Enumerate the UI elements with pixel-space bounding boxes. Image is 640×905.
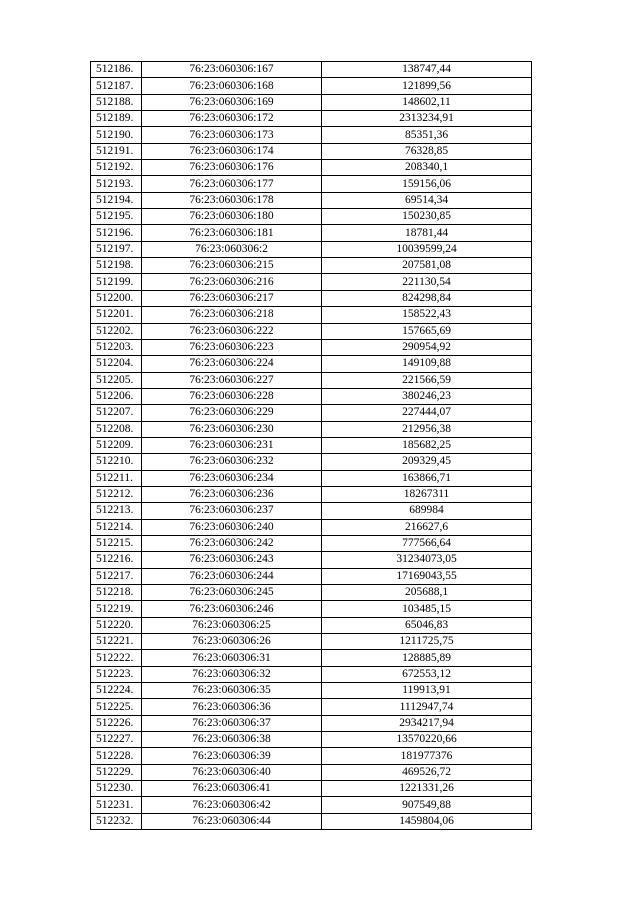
table-row — [91, 781, 532, 797]
cadastral-number-cell: 76:23:060306:176 — [142, 160, 322, 176]
table-row — [91, 143, 532, 159]
row-number-cell: 512231. — [91, 797, 142, 813]
cadastral-number-cell: 76:23:060306:35 — [142, 683, 322, 699]
cadastral-value-cell: 159156,06 — [322, 176, 532, 192]
row-number-cell: 512188. — [91, 94, 142, 110]
cadastral-value-table — [90, 61, 532, 830]
row-number-cell: 512186. — [91, 62, 142, 78]
table-body — [91, 62, 532, 830]
table-row — [91, 813, 532, 829]
row-number-cell: 512204. — [91, 356, 142, 372]
table-row — [91, 699, 532, 715]
table-row — [91, 585, 532, 601]
cadastral-number-cell: 76:23:060306:232 — [142, 454, 322, 470]
row-number-cell: 512211. — [91, 470, 142, 486]
cadastral-number-cell: 76:23:060306:236 — [142, 486, 322, 502]
cadastral-value-cell: 10039599,24 — [322, 241, 532, 257]
cadastral-value-cell: 2934217,94 — [322, 715, 532, 731]
table-row — [91, 160, 532, 176]
cadastral-number-cell: 76:23:060306:218 — [142, 307, 322, 323]
row-number-cell: 512215. — [91, 535, 142, 551]
table-row — [91, 519, 532, 535]
cadastral-number-cell: 76:23:060306:242 — [142, 535, 322, 551]
cadastral-number-cell: 76:23:060306:178 — [142, 192, 322, 208]
row-number-cell: 512226. — [91, 715, 142, 731]
cadastral-number-cell: 76:23:060306:244 — [142, 568, 322, 584]
table-row — [91, 683, 532, 699]
cadastral-number-cell: 76:23:060306:172 — [142, 111, 322, 127]
table-row — [91, 290, 532, 306]
cadastral-number-cell: 76:23:060306:37 — [142, 715, 322, 731]
row-number-cell: 512191. — [91, 143, 142, 159]
cadastral-number-cell: 76:23:060306:173 — [142, 127, 322, 143]
table-row — [91, 454, 532, 470]
cadastral-number-cell: 76:23:060306:217 — [142, 290, 322, 306]
cadastral-number-cell: 76:23:060306:168 — [142, 78, 322, 94]
table-row — [91, 111, 532, 127]
row-number-cell: 512205. — [91, 372, 142, 388]
cadastral-number-cell: 76:23:060306:222 — [142, 323, 322, 339]
table-row — [91, 258, 532, 274]
cadastral-value-cell: 221566,59 — [322, 372, 532, 388]
cadastral-number-cell: 76:23:060306:216 — [142, 274, 322, 290]
row-number-cell: 512229. — [91, 764, 142, 780]
cadastral-number-cell: 76:23:060306:228 — [142, 388, 322, 404]
row-number-cell: 512198. — [91, 258, 142, 274]
cadastral-value-cell: 150230,85 — [322, 209, 532, 225]
table-row — [91, 797, 532, 813]
table-row — [91, 601, 532, 617]
table-row — [91, 405, 532, 421]
cadastral-value-cell: 128885,89 — [322, 650, 532, 666]
cadastral-value-cell: 290954,92 — [322, 339, 532, 355]
cadastral-value-cell: 103485,15 — [322, 601, 532, 617]
cadastral-value-cell: 185682,25 — [322, 437, 532, 453]
row-number-cell: 512206. — [91, 388, 142, 404]
cadastral-value-cell: 158522,43 — [322, 307, 532, 323]
row-number-cell: 512190. — [91, 127, 142, 143]
cadastral-number-cell: 76:23:060306:32 — [142, 666, 322, 682]
table-row — [91, 732, 532, 748]
cadastral-value-cell: 163866,71 — [322, 470, 532, 486]
table-row — [91, 437, 532, 453]
table-row — [91, 225, 532, 241]
cadastral-value-cell: 149109,88 — [322, 356, 532, 372]
table-row — [91, 568, 532, 584]
table-row — [91, 339, 532, 355]
table-row — [91, 94, 532, 110]
cadastral-value-cell: 216627,6 — [322, 519, 532, 535]
row-number-cell: 512223. — [91, 666, 142, 682]
row-number-cell: 512219. — [91, 601, 142, 617]
row-number-cell: 512222. — [91, 650, 142, 666]
row-number-cell: 512197. — [91, 241, 142, 257]
row-number-cell: 512220. — [91, 617, 142, 633]
table-row — [91, 274, 532, 290]
table-row — [91, 715, 532, 731]
row-number-cell: 512227. — [91, 732, 142, 748]
table-row — [91, 486, 532, 502]
cadastral-number-cell: 76:23:060306:246 — [142, 601, 322, 617]
cadastral-number-cell: 76:23:060306:36 — [142, 699, 322, 715]
cadastral-number-cell: 76:23:060306:174 — [142, 143, 322, 159]
cadastral-number-cell: 76:23:060306:215 — [142, 258, 322, 274]
cadastral-number-cell: 76:23:060306:41 — [142, 781, 322, 797]
row-number-cell: 512209. — [91, 437, 142, 453]
cadastral-value-cell: 212956,38 — [322, 421, 532, 437]
cadastral-number-cell: 76:23:060306:230 — [142, 421, 322, 437]
table-row — [91, 552, 532, 568]
cadastral-value-cell: 672553,12 — [322, 666, 532, 682]
row-number-cell: 512196. — [91, 225, 142, 241]
table-row — [91, 470, 532, 486]
row-number-cell: 512224. — [91, 683, 142, 699]
cadastral-value-cell: 65046,83 — [322, 617, 532, 633]
cadastral-number-cell: 76:23:060306:234 — [142, 470, 322, 486]
table-row — [91, 307, 532, 323]
cadastral-number-cell: 76:23:060306:38 — [142, 732, 322, 748]
row-number-cell: 512207. — [91, 405, 142, 421]
cadastral-value-cell: 69514,34 — [322, 192, 532, 208]
cadastral-value-cell: 1112947,74 — [322, 699, 532, 715]
cadastral-number-cell: 76:23:060306:224 — [142, 356, 322, 372]
table-row — [91, 62, 532, 78]
row-number-cell: 512213. — [91, 503, 142, 519]
row-number-cell: 512216. — [91, 552, 142, 568]
row-number-cell: 512225. — [91, 699, 142, 715]
cadastral-number-cell: 76:23:060306:167 — [142, 62, 322, 78]
cadastral-number-cell: 76:23:060306:40 — [142, 764, 322, 780]
cadastral-number-cell: 76:23:060306:223 — [142, 339, 322, 355]
row-number-cell: 512201. — [91, 307, 142, 323]
table-row — [91, 241, 532, 257]
cadastral-number-cell: 76:23:060306:25 — [142, 617, 322, 633]
row-number-cell: 512193. — [91, 176, 142, 192]
cadastral-value-cell: 208340,1 — [322, 160, 532, 176]
table-row — [91, 127, 532, 143]
cadastral-number-cell: 76:23:060306:227 — [142, 372, 322, 388]
table-row — [91, 617, 532, 633]
cadastral-value-cell: 221130,54 — [322, 274, 532, 290]
table-row — [91, 634, 532, 650]
row-number-cell: 512203. — [91, 339, 142, 355]
cadastral-number-cell: 76:23:060306:237 — [142, 503, 322, 519]
table-row — [91, 356, 532, 372]
cadastral-value-cell: 1221331,26 — [322, 781, 532, 797]
cadastral-value-cell: 181977376 — [322, 748, 532, 764]
cadastral-number-cell: 76:23:060306:243 — [142, 552, 322, 568]
row-number-cell: 512199. — [91, 274, 142, 290]
row-number-cell: 512200. — [91, 290, 142, 306]
row-number-cell: 512210. — [91, 454, 142, 470]
cadastral-number-cell: 76:23:060306:240 — [142, 519, 322, 535]
cadastral-value-cell: 148602,11 — [322, 94, 532, 110]
cadastral-value-cell: 18781,44 — [322, 225, 532, 241]
row-number-cell: 512192. — [91, 160, 142, 176]
cadastral-value-cell: 31234073,05 — [322, 552, 532, 568]
row-number-cell: 512195. — [91, 209, 142, 225]
table-row — [91, 666, 532, 682]
table-row — [91, 176, 532, 192]
row-number-cell: 512218. — [91, 585, 142, 601]
row-number-cell: 512212. — [91, 486, 142, 502]
cadastral-value-cell: 777566,64 — [322, 535, 532, 551]
cadastral-number-cell: 76:23:060306:180 — [142, 209, 322, 225]
cadastral-value-cell: 157665,69 — [322, 323, 532, 339]
cadastral-number-cell: 76:23:060306:245 — [142, 585, 322, 601]
table-row — [91, 650, 532, 666]
cadastral-value-cell: 121899,56 — [322, 78, 532, 94]
table-row — [91, 535, 532, 551]
table-row — [91, 323, 532, 339]
table-row — [91, 209, 532, 225]
cadastral-number-cell: 76:23:060306:181 — [142, 225, 322, 241]
table-row — [91, 748, 532, 764]
cadastral-value-cell: 824298,84 — [322, 290, 532, 306]
cadastral-value-cell: 17169043,55 — [322, 568, 532, 584]
cadastral-number-cell: 76:23:060306:26 — [142, 634, 322, 650]
cadastral-value-cell: 138747,44 — [322, 62, 532, 78]
cadastral-value-cell: 18267311 — [322, 486, 532, 502]
cadastral-value-cell: 907549,88 — [322, 797, 532, 813]
cadastral-value-cell: 209329,45 — [322, 454, 532, 470]
row-number-cell: 512208. — [91, 421, 142, 437]
row-number-cell: 512228. — [91, 748, 142, 764]
cadastral-value-cell: 119913,91 — [322, 683, 532, 699]
cadastral-number-cell: 76:23:060306:229 — [142, 405, 322, 421]
row-number-cell: 512187. — [91, 78, 142, 94]
row-number-cell: 512189. — [91, 111, 142, 127]
row-number-cell: 512230. — [91, 781, 142, 797]
cadastral-number-cell: 76:23:060306:2 — [142, 241, 322, 257]
cadastral-value-cell: 1211725,75 — [322, 634, 532, 650]
row-number-cell: 512194. — [91, 192, 142, 208]
cadastral-value-cell: 85351,36 — [322, 127, 532, 143]
cadastral-value-cell: 76328,85 — [322, 143, 532, 159]
table-row — [91, 192, 532, 208]
cadastral-value-cell: 469526,72 — [322, 764, 532, 780]
cadastral-number-cell: 76:23:060306:31 — [142, 650, 322, 666]
table-row — [91, 372, 532, 388]
cadastral-number-cell: 76:23:060306:39 — [142, 748, 322, 764]
row-number-cell: 512221. — [91, 634, 142, 650]
table-row — [91, 388, 532, 404]
cadastral-number-cell: 76:23:060306:44 — [142, 813, 322, 829]
cadastral-number-cell: 76:23:060306:42 — [142, 797, 322, 813]
cadastral-number-cell: 76:23:060306:169 — [142, 94, 322, 110]
table-row — [91, 421, 532, 437]
table-row — [91, 764, 532, 780]
cadastral-value-cell: 2313234,91 — [322, 111, 532, 127]
row-number-cell: 512214. — [91, 519, 142, 535]
cadastral-value-cell: 689984 — [322, 503, 532, 519]
row-number-cell: 512232. — [91, 813, 142, 829]
table-row — [91, 503, 532, 519]
cadastral-number-cell: 76:23:060306:231 — [142, 437, 322, 453]
cadastral-value-cell: 1459804,06 — [322, 813, 532, 829]
cadastral-value-cell: 227444,07 — [322, 405, 532, 421]
cadastral-value-cell: 207581,08 — [322, 258, 532, 274]
cadastral-value-cell: 380246,23 — [322, 388, 532, 404]
cadastral-value-cell: 205688,1 — [322, 585, 532, 601]
row-number-cell: 512202. — [91, 323, 142, 339]
cadastral-value-cell: 13570220,66 — [322, 732, 532, 748]
row-number-cell: 512217. — [91, 568, 142, 584]
cadastral-number-cell: 76:23:060306:177 — [142, 176, 322, 192]
table-row — [91, 78, 532, 94]
